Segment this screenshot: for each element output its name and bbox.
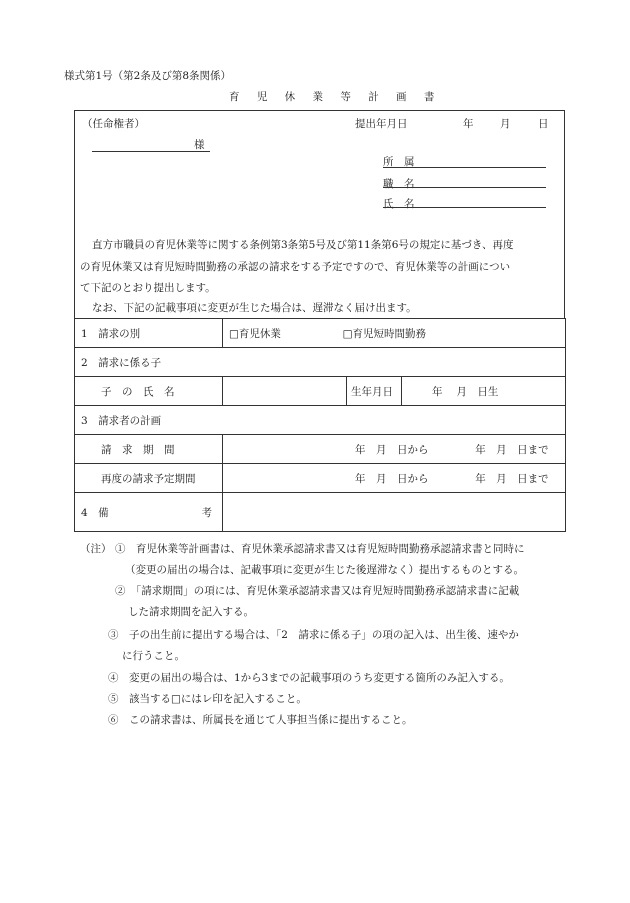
table-row: [75, 406, 566, 435]
note-1-cont: （変更の届出の場合は、記載事項に変更が生じた後遅滞なく）提出するものとする。: [125, 564, 524, 576]
appointer-label: （任命権者）: [82, 118, 145, 130]
table-row: [75, 377, 566, 406]
child-section-label: 2 請求に係る子: [75, 348, 566, 377]
note-1: ① 育児休業等計画書は、育児休業承認請求書又は育児短時間勤務承認請求書と同時に: [115, 543, 525, 555]
re-request-period-label: 再度の請求予定期間: [75, 464, 223, 493]
body-text-line: て下記のとおり提出します。: [80, 282, 216, 294]
addressee-honorific: 様: [194, 139, 205, 151]
name-field[interactable]: [383, 207, 546, 208]
reperiod-from: 年 月 日から: [355, 472, 429, 485]
page-title: 育 児 休 業 等 計 画 書: [229, 91, 436, 103]
reperiod-to: 年 月 日まで: [475, 472, 549, 485]
notes-lead: （注）: [80, 543, 112, 555]
name-label: 氏 名: [383, 198, 415, 210]
year-label: 年: [463, 118, 474, 130]
table-row: [75, 493, 566, 532]
short-hours-checkbox[interactable]: □育児短時間勤務: [342, 327, 427, 340]
remarks-field[interactable]: [223, 493, 566, 532]
table-row: [75, 435, 566, 464]
period-from: 年 月 日から: [355, 443, 429, 456]
plan-section-label: 3 請求者の計画: [75, 406, 566, 435]
body-text-line: の育児休業又は育児短時間勤務の承認の請求をする予定ですので、育児休業等の計画につい: [80, 261, 511, 273]
birth-date-label: 生年月日: [347, 377, 402, 406]
note-4: ④ 変更の届出の場合は、1から3までの記載事項のうち変更する箇所のみ記入する。: [108, 672, 510, 684]
affiliation-label: 所 属: [383, 156, 415, 168]
note-2: ② 「請求期間」の項には、育児休業承認請求書又は育児短時間勤務承認請求書に記載: [115, 585, 520, 597]
remarks-label-a: 4 備: [81, 506, 109, 519]
table-row: [75, 319, 566, 348]
body-text-line: 直方市職員の育児休業等に関する条例第3条第5号及び第11条第6号の規定に基づき、再度: [92, 239, 514, 251]
day-label: 日: [538, 118, 549, 130]
request-period-label: 請 求 期 間: [75, 435, 223, 464]
remarks-label: [75, 493, 223, 532]
request-type-options: [223, 319, 566, 348]
note-5: ⑤ 該当する□にはレ印を記入すること。: [108, 693, 307, 705]
period-to: 年 月 日まで: [475, 443, 549, 456]
position-label: 職 名: [383, 178, 415, 190]
form-number: 様式第1号（第2条及び第8条関係）: [64, 70, 232, 82]
submit-date-label: 提出年月日: [355, 118, 408, 130]
note-3-cont: に行うこと。: [122, 650, 185, 662]
plan-table: [74, 318, 566, 532]
month-label: 月: [500, 118, 511, 130]
table-row: [75, 348, 566, 377]
addressee-line[interactable]: [92, 151, 210, 152]
note-3: ③ 子の出生前に提出する場合は、「2 請求に係る子」の項の記入は、出生後、速やか: [108, 629, 519, 641]
position-field[interactable]: [383, 187, 546, 188]
re-request-period-field[interactable]: [223, 464, 566, 493]
note-2-cont: した請求期間を記入する。: [128, 606, 254, 618]
child-name-field[interactable]: [223, 377, 347, 406]
request-period-field[interactable]: [223, 435, 566, 464]
childcare-leave-checkbox[interactable]: □育児休業: [229, 327, 281, 340]
note-6: ⑥ この請求書は、所属長を通じて人事担当係に提出すること。: [108, 714, 413, 726]
remarks-label-b: 考: [201, 506, 212, 519]
birth-date-field[interactable]: 年 月 日生: [402, 377, 566, 406]
affiliation-field[interactable]: [383, 167, 546, 168]
body-text-line: なお、下記の記載事項に変更が生じた場合は、遅滞なく届け出ます。: [92, 302, 417, 314]
request-type-label: 1 請求の別: [75, 319, 223, 348]
child-name-label: 子 の 氏 名: [75, 377, 223, 406]
table-row: [75, 464, 566, 493]
